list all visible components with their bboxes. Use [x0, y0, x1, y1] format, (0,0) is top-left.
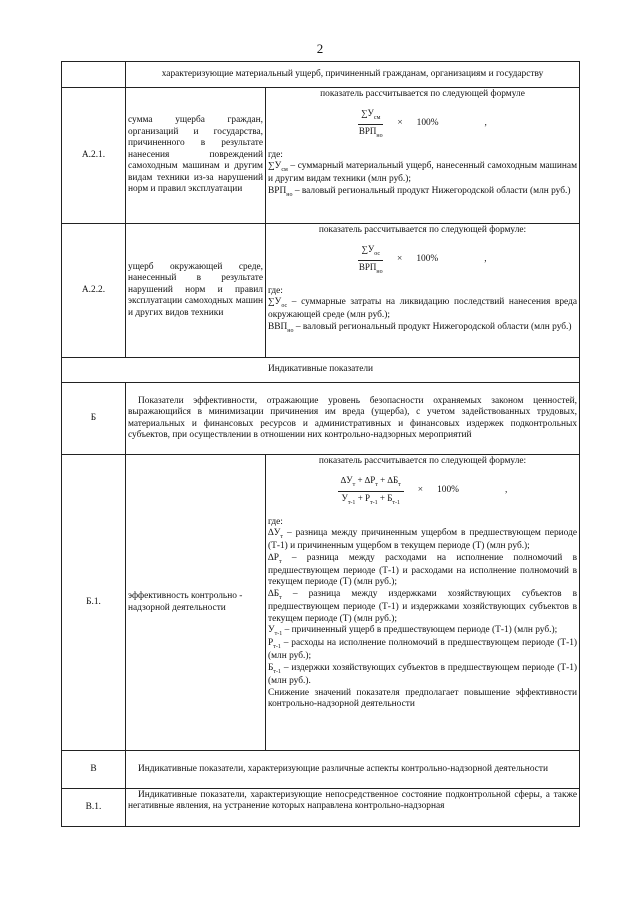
percent: 100%: [416, 118, 439, 129]
code-cell: В.1.: [62, 789, 126, 827]
where-label: где:: [268, 285, 283, 296]
indicator-name: ущерб окружающей среде, нанесенный в результате нарушений норм и правил эксплуатации самоходных машин и других видов техники: [126, 224, 266, 358]
table-row: [62, 88, 580, 224]
formula: [268, 108, 577, 139]
times-sign: ×: [397, 254, 403, 265]
numerator-sub: см: [373, 115, 381, 122]
definition: $Б_{т-1}$ – издержки хозяйствующих субъектов в предшествующем периоде (Т-1) (млн руб.).: [268, 662, 578, 687]
formula-cell: [266, 88, 580, 224]
numerator-sub: ос: [374, 251, 381, 258]
conclusion: Снижение значений показателя предполагает повышение эффективности контрольно-надзорной деятельности: [268, 687, 578, 710]
formula-cell: [266, 224, 580, 358]
definition: $Р_{т-1}$ – расходы на исполнение полномочий в предшествующем периоде (Т-1) (млн руб.);: [268, 638, 578, 662]
formula-intro: показатель рассчитывается по следующей формуле:: [318, 225, 527, 235]
comma: ,: [484, 118, 487, 129]
definition: $У_{т-1}$ – причиненный ущерб в предшествующем периоде (Т-1) (млн руб.);: [268, 625, 558, 637]
fraction: $\frac{\Delta У_т + \Delta Р_т + \Delta Б_т}{У_{т-1} + Р_{т-1} + Б_{т-1}}$: [338, 475, 404, 506]
percent: 100%: [416, 254, 439, 265]
definition: $\Delta Р_т$ – разница между расходами на исполнение полномочий в предшествующем периоде (Т-1) и расходами на исполнение полномочий в текущем периоде (Т) (млн руб.);: [268, 552, 578, 588]
section-description: Показатели эффективности, отражающие уровень безопасности охраняемых законом ценностей, выражающийся в минимизации причинения им вреда (ущерба), с учетом задействованных трудовых, материальных и финансовых ресурсов и административных и финансовых издержек подконтрольных субъектов, при осуществлении в отношении них контрольно-надзорных мероприятий: [126, 383, 580, 455]
indicator-name: сумма ущерба граждан, организаций и государства, причиненного в результате нанесения повреждений самоходным машинам и другим видам техники из-за нарушений норм и правил эксплуатации: [126, 88, 266, 224]
where-label: где:: [268, 149, 283, 160]
code-cell: Б.1.: [62, 455, 126, 751]
where-label: где:: [268, 516, 283, 527]
section-description: Индикативные показатели, характеризующие непосредственное состояние подконтрольной сферы, а также негативные явления, на устранение которых направлена контрольно-надзорная: [126, 789, 580, 827]
formula: [268, 475, 577, 506]
definition: $\Delta У_т$ – разница между причиненным ущербом в предшествующем периоде (Т-1) и причиненным ущербом в текущем периоде (Т) (млн руб.);: [268, 528, 578, 552]
table-row: [62, 358, 580, 383]
percent: 100%: [437, 485, 459, 496]
section-description: Индикативные показатели, характеризующие различные аспекты контрольно-надзорной деятельности: [126, 751, 580, 789]
table-row: [62, 751, 580, 789]
table-row: [62, 455, 580, 751]
definition: $\sum У_{см}$ – суммарный материальный ущерб, нанесенный самоходным машинам и другим видам техники (млн руб.);: [268, 161, 578, 185]
indicator-name: эффективность контрольно - надзорной деятельности: [126, 455, 266, 751]
numerator: ∑У: [361, 108, 374, 119]
row-header-text: характеризующие материальный ущерб, причиненный гражданам, организациям и государству: [126, 62, 580, 88]
section-header: Индикативные показатели: [62, 358, 580, 383]
code-cell: А.2.2.: [62, 224, 126, 358]
table-row: [62, 789, 580, 827]
formula-cell: [266, 455, 580, 751]
code-cell: Б: [62, 383, 126, 455]
table-row: [62, 224, 580, 358]
definition: $ВРП_{нo}$ – валовый региональный продукт Нижегородской области (млн руб.): [268, 185, 571, 198]
fraction: [358, 108, 383, 139]
page-number: 2: [316, 41, 324, 56]
denominator-sub: нo: [376, 268, 383, 275]
denominator-sub: нo: [376, 132, 383, 139]
formula-intro: показатель рассчитывается по следующей формуле:: [318, 456, 527, 466]
code-cell: В: [62, 751, 126, 789]
fraction: [358, 244, 383, 275]
definition: $\sum У_{ос}$ – суммарные затраты на ликвидацию последствий нанесения вреда окружающей среде (млн руб.);: [268, 297, 578, 321]
indicators-table: [61, 61, 580, 827]
definition: $\Delta Б_т$ – разница между издержками хозяйствующих субъектов в предшествующем периоде (Т-1) и издержками хозяйствующих субъектов в текущем периоде (Т) (млн руб.);: [268, 588, 578, 624]
comma: ,: [504, 485, 508, 496]
formula-intro: показатель рассчитывается по следующей формуле: [320, 89, 525, 99]
table-row: [62, 62, 580, 88]
comma: ,: [484, 254, 487, 265]
code-cell: А.2.1.: [62, 88, 126, 224]
numerator: ∑У: [361, 244, 375, 255]
times-sign: ×: [417, 485, 424, 496]
denominator: ВРП: [358, 261, 377, 272]
code-cell: [62, 62, 126, 88]
definition: $ВВП_{нo}$ – валовый региональный продукт Нижегородской области (млн руб.): [268, 321, 572, 334]
denominator: ВРП: [358, 125, 377, 136]
table-row: [62, 383, 580, 455]
formula: [268, 244, 577, 275]
times-sign: ×: [397, 118, 403, 129]
